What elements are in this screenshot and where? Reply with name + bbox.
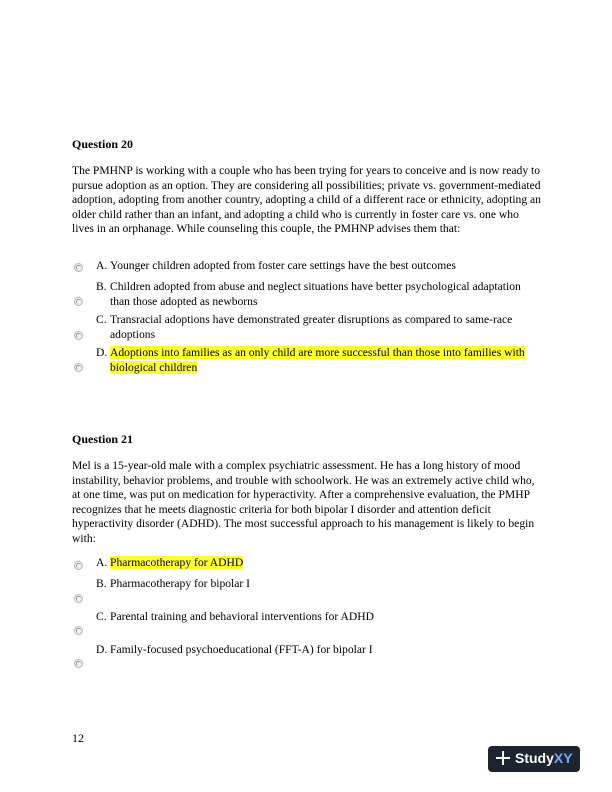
badge-brand-b: XY xyxy=(553,750,573,766)
question-20-title: Question 20 xyxy=(72,137,134,151)
q20-option-b-radio[interactable] xyxy=(74,297,83,306)
option-text-cont-highlighted: biological children xyxy=(110,360,198,374)
option-letter: D. xyxy=(96,346,108,359)
q21-option-d[interactable] xyxy=(96,643,556,658)
plus-icon xyxy=(496,751,510,765)
option-letter: A. xyxy=(96,259,108,272)
q21-option-a[interactable] xyxy=(96,556,556,571)
badge-brand-a: Study xyxy=(515,750,554,766)
option-letter: D. xyxy=(96,643,108,656)
option-text: Parental training and behavioral interventions for ADHD xyxy=(110,610,375,623)
option-text-cont: than those adopted as newborns xyxy=(110,294,258,308)
option-text: Family-focused psychoeducational (FFT-A) for bipolar I xyxy=(110,643,373,656)
studyxy-badge[interactable] xyxy=(488,746,580,772)
option-letter: C. xyxy=(96,313,107,326)
option-text: Pharmacotherapy for bipolar I xyxy=(110,577,251,590)
option-letter: B. xyxy=(96,280,107,293)
q20-option-b[interactable] xyxy=(96,280,556,309)
option-text-highlighted: Pharmacotherapy for ADHD xyxy=(110,556,244,569)
option-text: Transracial adoptions have demonstrated greater disruptions as compared to same-race xyxy=(110,313,513,326)
q20-option-d[interactable] xyxy=(96,346,556,375)
q21-option-c[interactable] xyxy=(96,610,556,625)
q21-option-c-radio[interactable] xyxy=(74,626,83,635)
question-21-title: Question 21 xyxy=(72,432,134,446)
option-letter: C. xyxy=(96,610,107,623)
q20-option-c[interactable] xyxy=(96,313,556,342)
q20-option-a[interactable] xyxy=(96,259,556,274)
q20-option-a-radio[interactable] xyxy=(74,263,83,272)
option-text-cont: adoptions xyxy=(110,327,156,341)
question-21-stem: Mel is a 15-year-old male with a complex psychiatric assessment. He has a long history of mood instability, behavior problems, and trouble with schoolwork. He was an extremely active child who, at one time, was put on medication for hyperactivity. After a comprehensive evaluation, the PMHP recognizes that he meets diagnostic criteria for both bipolar I disorder and attention deficit hyperactivity disorder (ADHD). The most successful approach to his management is likely to begin with: xyxy=(72,459,535,545)
question-20-stem: The PMHNP is working with a couple who has been trying for years to conceive and is now ready to pursue adoption as an option. They are considering all possibilities; private vs. government-mediated adoption, adopting from another country, adopting a child of a different race or ethnicity, adopting an older child rather than an infant, and adopting a child who is currently in foster care vs. one who lives in an orphanage. While counseling this couple, the PMHNP advises them that: xyxy=(72,164,541,236)
option-letter: B. xyxy=(96,577,107,590)
q21-option-b-radio[interactable] xyxy=(74,594,83,603)
option-text: Younger children adopted from foster care settings have the best outcomes xyxy=(110,259,456,272)
page-number: 12 xyxy=(72,731,84,745)
option-text: Children adopted from abuse and neglect situations have better psychological adaptation xyxy=(110,280,521,293)
badge-label xyxy=(515,750,573,766)
q20-option-d-radio[interactable] xyxy=(74,363,83,372)
q21-option-a-radio[interactable] xyxy=(74,561,83,570)
option-text-highlighted: Adoptions into families as an only child are more successful than those into families with xyxy=(110,346,525,359)
q20-option-c-radio[interactable] xyxy=(74,331,83,340)
q21-option-b[interactable] xyxy=(96,577,556,592)
option-letter: A. xyxy=(96,556,108,569)
q21-option-d-radio[interactable] xyxy=(74,659,83,668)
